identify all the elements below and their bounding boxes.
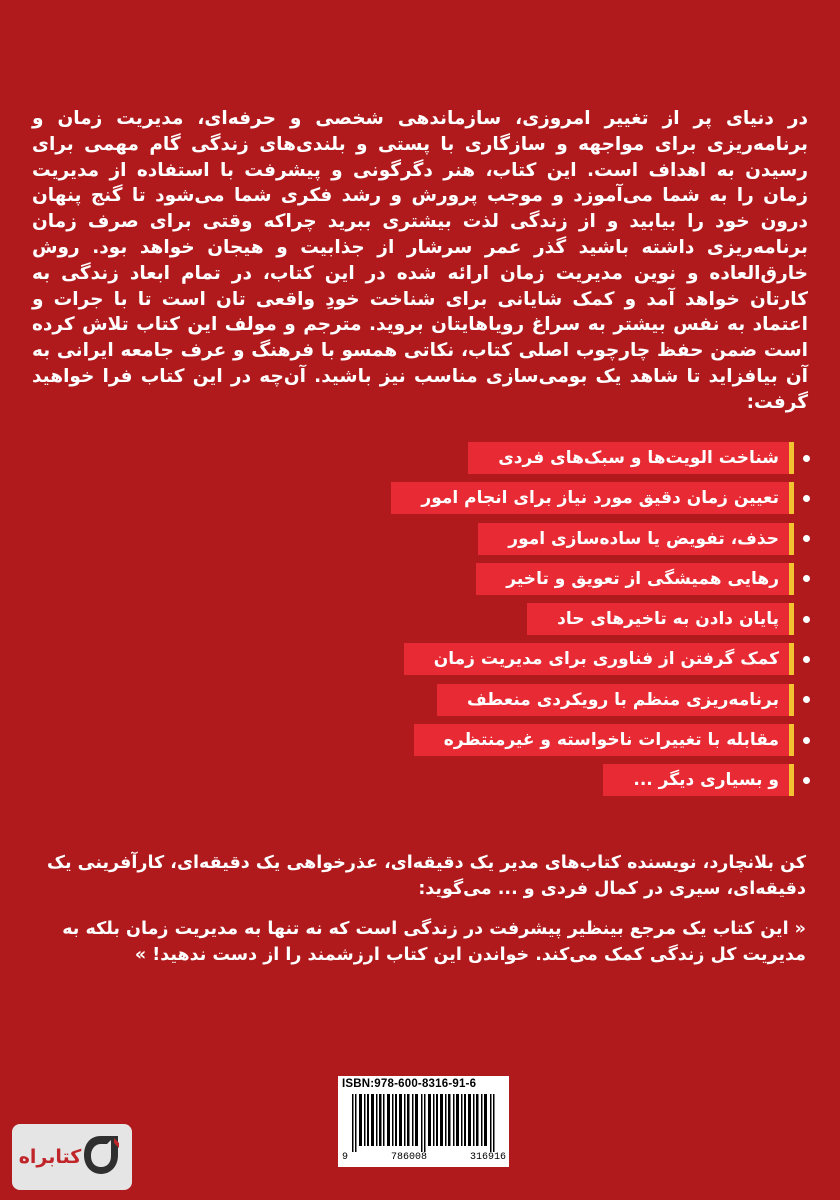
ean-digit-group-right: 316916 bbox=[469, 1152, 506, 1163]
list-item bbox=[290, 603, 810, 635]
accent-bar bbox=[789, 523, 794, 555]
logo-wordmark: کتابراه bbox=[18, 1146, 82, 1168]
bullet-dot-icon bbox=[803, 656, 810, 663]
list-item-label: تعیین زمان دقیق مورد نیاز برای انجام امور bbox=[391, 482, 789, 514]
isbn-label: ISBN:978-600-8316-91-6 bbox=[342, 1078, 477, 1090]
accent-bar bbox=[789, 603, 794, 635]
list-item bbox=[290, 684, 810, 716]
list-item-label: کمک گرفتن از فناوری برای مدیریت زمان bbox=[404, 643, 789, 675]
list-item bbox=[290, 724, 810, 756]
list-item bbox=[290, 764, 810, 796]
book-icon bbox=[81, 1134, 121, 1180]
list-item bbox=[290, 523, 810, 555]
accent-bar bbox=[789, 643, 794, 675]
bullet-dot-icon bbox=[803, 575, 810, 582]
list-item-label: حذف، تفویض یا ساده‌سازی امور bbox=[478, 523, 789, 555]
ean-digit-group-left: 786008 bbox=[390, 1152, 427, 1163]
intro-paragraph: در دنیای پر از تغییر امروزی، سازماندهی شخصی و حرفه‌ای، مدیریت زمان و برنامه‌ریزی برای مواجهه و سازگاری با پستی و بلندی‌های زندگی گام مهمی برای رسیدن به اهداف است. این کتاب، هنر دگرگونی و پیشرفت با استفاده از مدیریت زمان را به شما می‌آموزد و موجب پرورش و رشد فکری شما می‌شود تا گنج پنهان درون خود را بیابید و از زندگی لذت بیشتری ببرید چراکه وقتی برای صرف زمان برنامه‌ریزی داشته باشید گذر عمر سرشار از جذابیت و هیجان خواهد بود. روش خارق‌العاده و نوین مدیریت زمان ارائه شده در این کتاب، در تمام ابعاد زندگی به کارتان خواهد آمد و کمک شایانی برای شناخت خودِ واقعی تان است تا با جرات و اعتماد به نفس بیشتر به سراغ رویاهایتان بروید. مترجم و مولف این کتاب تلاش کرده است ضمن حفظ چارچوب اصلی کتاب، نکاتی همسو با فرهنگ و عرف جامعه ایرانی به آن بیافزاید تا شاهد یک بومی‌سازی مناسب نیز باشید. آن‌چه در این کتاب فرا خواهید گرفت: bbox=[32, 108, 808, 413]
author-note: کن بلانچارد، نویسنده کتاب‌های مدیر یک دقیقه‌ای، عذرخواهی یک دقیقه‌ای، کارآفرینی یک دقیقه‌ای، سیری در کمال فردی و ... می‌گوید: bbox=[47, 853, 806, 899]
list-item-label: مقابله با تغییرات ناخواسته و غیرمنتظره bbox=[414, 724, 789, 756]
barcode-bars-icon bbox=[352, 1094, 498, 1152]
accent-bar bbox=[789, 724, 794, 756]
list-item bbox=[290, 442, 810, 474]
ean-digits bbox=[342, 1152, 506, 1163]
list-item bbox=[290, 643, 810, 675]
isbn-barcode bbox=[338, 1076, 509, 1167]
bullet-dot-icon bbox=[803, 535, 810, 542]
list-item bbox=[290, 563, 810, 595]
bullet-dot-icon bbox=[803, 455, 810, 462]
bullet-dot-icon bbox=[803, 777, 810, 784]
list-item-label: شناخت الویت‌ها و سبک‌های فردی bbox=[468, 442, 789, 474]
list-item-label: برنامه‌ریزی منظم با رویکردی منعطف bbox=[437, 684, 789, 716]
list-item-label: و بسیاری دیگر ... bbox=[603, 764, 789, 796]
list-item-label: رهایی همیشگی از تعویق و تاخیر bbox=[476, 563, 789, 595]
accent-bar bbox=[789, 764, 794, 796]
list-item bbox=[290, 482, 810, 514]
accent-bar bbox=[789, 563, 794, 595]
endorsement-quote: « این کتاب یک مرجع بینظیر پیشرفت در زندگی است که نه تنها به مدیریت زمان بلکه به مدیریت کل زندگی کمک می‌کند. خواندن این کتاب ارزشمند را از دست ندهید! » bbox=[62, 919, 806, 965]
bullet-dot-icon bbox=[803, 616, 810, 623]
accent-bar bbox=[789, 442, 794, 474]
accent-bar bbox=[789, 684, 794, 716]
list-item-label: پایان دادن به تاخیرهای حاد bbox=[527, 603, 789, 635]
topic-list bbox=[290, 442, 810, 805]
publisher-logo bbox=[12, 1124, 132, 1190]
bullet-dot-icon bbox=[803, 737, 810, 744]
bullet-dot-icon bbox=[803, 696, 810, 703]
ean-digit-lead: 9 bbox=[342, 1152, 349, 1163]
bullet-dot-icon bbox=[803, 495, 810, 502]
accent-bar bbox=[789, 482, 794, 514]
